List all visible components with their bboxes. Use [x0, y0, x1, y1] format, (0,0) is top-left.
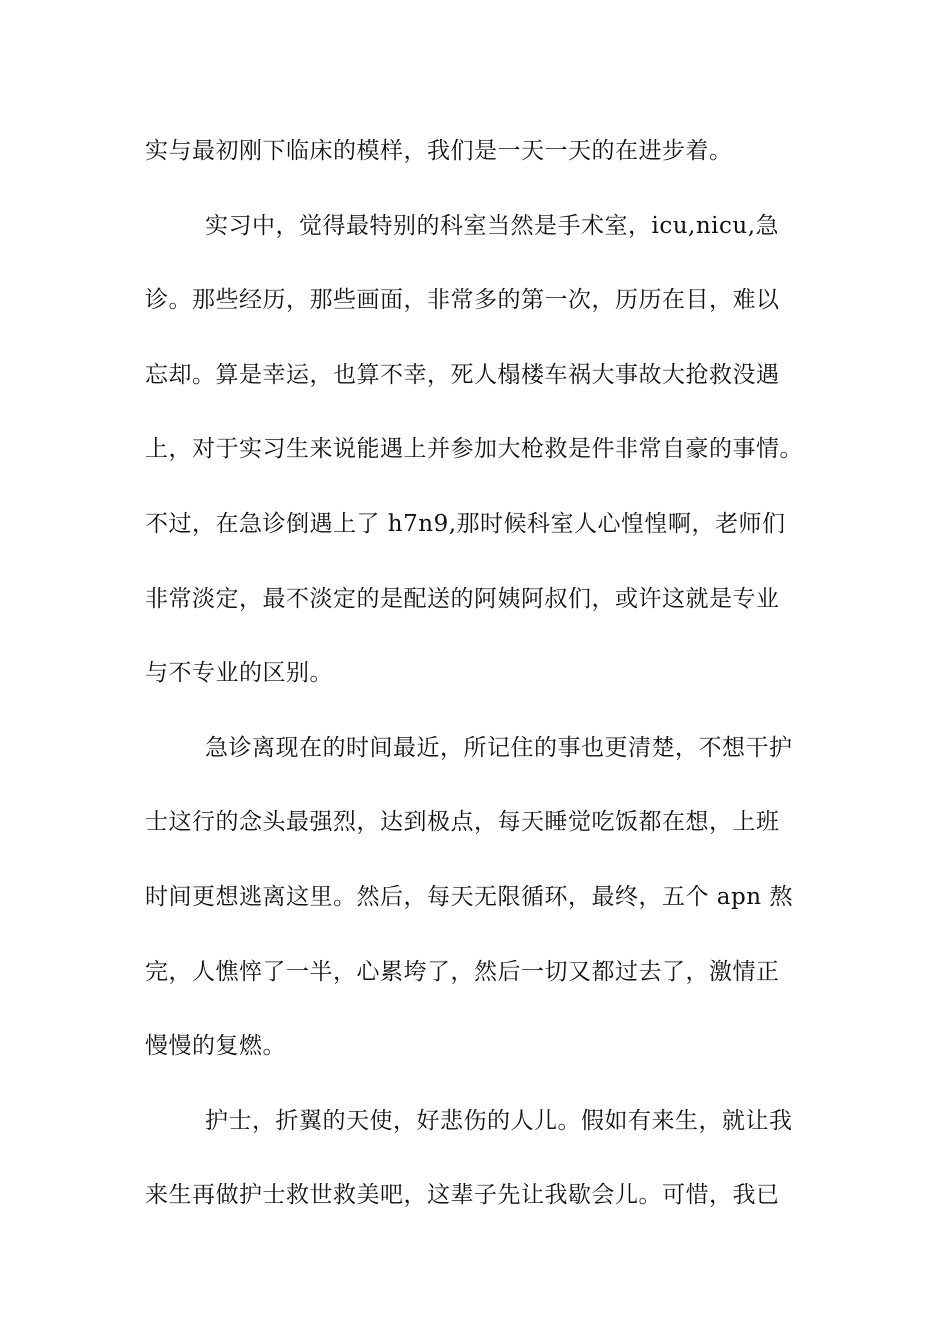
text-line: 慢慢的复燃。 [145, 1033, 286, 1060]
text-line: 非常淡定，最不淡定的是配送的阿姨阿叔们，或许这就是专业 [145, 585, 780, 612]
text-line: 上，对于实习生来说能遇上并参加大枪救是件非常自豪的事情。 [145, 436, 803, 463]
text-line: 士这行的念头最强烈，达到极点，每天睡觉吃饭都在想，上班 [145, 809, 780, 836]
body-text [145, 129, 815, 1248]
text-line: 完，人憔悴了一半，心累垮了，然后一切又都过去了，激情正 [145, 958, 780, 985]
text-line: 忘却。算是幸运，也算不幸，死人榻楼车祸大事故大抢救没遇 [145, 361, 780, 388]
text-line: 时间更想逃离这里。然后，每天无限循环，最终，五个 apn 熬 [145, 883, 793, 910]
text-line: 诊。那些经历，那些画面，非常多的第一次，历历在目，难以 [145, 287, 780, 314]
text-line: 护士，折翼的天使，好悲伤的人儿。假如有来生，就让我 [205, 1107, 793, 1134]
text-line: 实习中，觉得最特别的科室当然是手术室，icu,nicu,急 [205, 212, 780, 239]
text-line: 与不专业的区别。 [145, 660, 333, 687]
text-line: 急诊离现在的时间最近，所记住的事也更清楚，不想干护 [205, 734, 793, 761]
text-line: 不过，在急诊倒遇上了 h7n9,那时候科室人心惶惶啊，老师们 [145, 510, 786, 537]
text-line: 来生再做护士救世救美吧，这辈子先让我歇会儿。可惜，我已 [145, 1182, 780, 1209]
text-line: 实与最初刚下临床的模样，我们是一天一天的在进步着。 [145, 138, 733, 164]
